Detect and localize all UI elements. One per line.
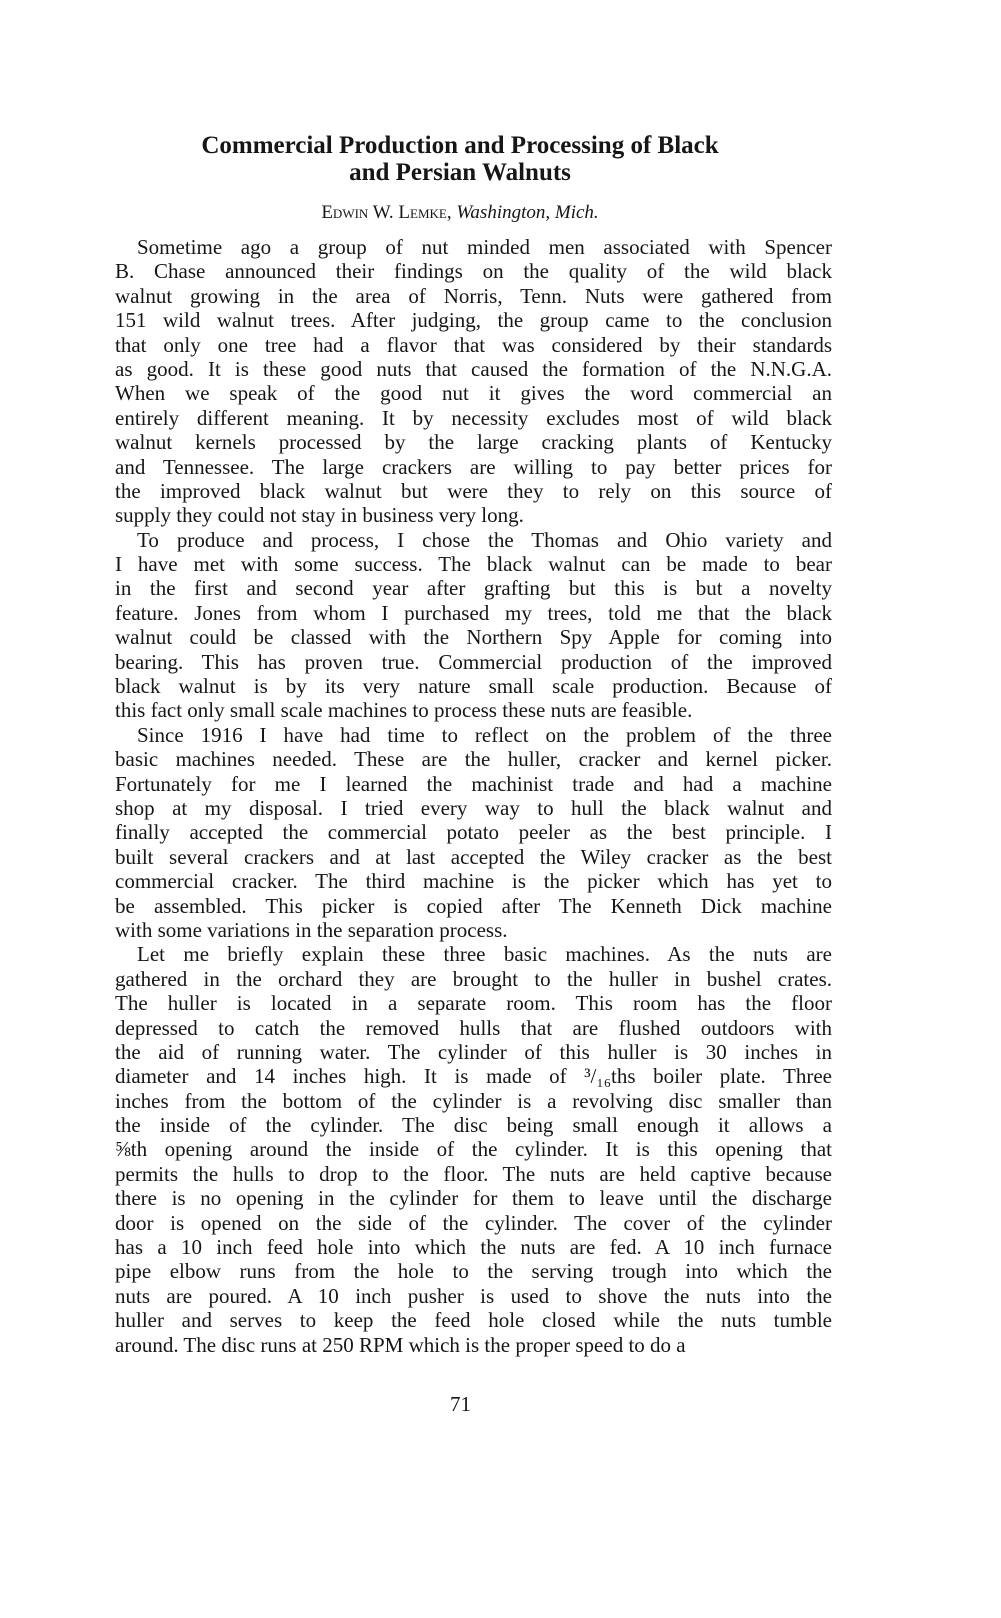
page-number: 71 — [450, 1392, 471, 1416]
article-body — [115, 235, 832, 1357]
text-line: around. The disc runs at 250 RPM which is the proper speed to do a — [115, 1332, 686, 1357]
author-name: Edwin W. Lemke, — [321, 202, 452, 223]
text-line: door is opened on the side of the cylinder. The cover of the cylinder — [115, 1210, 832, 1235]
text-line: depressed to catch the removed hulls that are flushed outdoors with — [115, 1015, 832, 1040]
text-line: as good. It is these good nuts that caused the formation of the N.N.G.A. — [115, 356, 832, 381]
text-line: walnut could be classed with the Northern Spy Apple for coming into — [115, 625, 832, 650]
text-line: walnut kernels processed by the large cracking plants of Kentucky — [115, 430, 832, 455]
text-line: I have met with some success. The black walnut can be made to bear — [115, 552, 832, 577]
paragraph — [115, 942, 832, 1357]
text-line: in the first and second year after grafting but this is but a novelty — [115, 576, 832, 601]
text-line: shop at my disposal. I tried every way to hull the black walnut and — [115, 795, 832, 820]
text-line: black walnut is by its very nature small scale production. Because of — [115, 674, 832, 699]
text-line: the aid of running water. The cylinder of this huller is 30 inches in — [115, 1039, 832, 1064]
text-line: be assembled. This picker is copied after The Kenneth Dick machine — [115, 893, 832, 918]
author-byline — [0, 202, 920, 224]
text-line: Since 1916 I have had time to reflect on the problem of the three — [137, 722, 832, 747]
paragraph — [115, 235, 832, 528]
text-line: commercial cracker. The third machine is the picker which has yet to — [115, 869, 832, 894]
text-line: pipe elbow runs from the hole to the serving trough into which the — [115, 1259, 832, 1284]
text-line: When we speak of the good nut it gives the word commercial an — [115, 381, 832, 406]
author-location: Washington, Mich. — [456, 202, 599, 223]
text-line: entirely different meaning. It by necessity excludes most of wild black — [115, 405, 832, 430]
text-line: B. Chase announced their findings on the quality of the wild black — [115, 259, 832, 284]
text-line: the inside of the cylinder. The disc being small enough it allows a — [115, 1113, 832, 1138]
text-line: there is no opening in the cylinder for them to leave until the discharge — [115, 1186, 832, 1211]
text-line: inches from the bottom of the cylinder is a revolving disc smaller than — [115, 1088, 832, 1113]
text-line: with some variations in the separation process. — [115, 917, 508, 942]
text-line: built several crackers and at last accepted the Wiley cracker as the best — [115, 844, 832, 869]
text-line: that only one tree had a flavor that was considered by their standards — [115, 332, 832, 357]
article-title-line-1: Commercial Production and Processing of Black — [201, 132, 719, 159]
text-line: and Tennessee. The large crackers are willing to pay better prices for — [115, 454, 832, 479]
text-line: this fact only small scale machines to process these nuts are feasible. — [115, 698, 693, 723]
text-line: finally accepted the commercial potato peeler as the best principle. I — [115, 820, 832, 845]
text-line: Let me briefly explain these three basic machines. As the nuts are — [137, 942, 832, 967]
text-line: supply they could not stay in business very long. — [115, 503, 524, 528]
text-line: Fortunately for me I learned the machinist trade and had a machine — [115, 771, 832, 796]
text-line: Sometime ago a group of nut minded men associated with Spencer — [137, 235, 832, 259]
text-line: feature. Jones from whom I purchased my trees, told me that the black — [115, 600, 832, 625]
text-line: nuts are poured. A 10 inch pusher is used to shove the nuts into the — [115, 1283, 832, 1308]
text-line: The huller is located in a separate room. This room has the floor — [115, 991, 832, 1016]
text-line: has a 10 inch feed hole into which the nuts are fed. A 10 inch furnace — [115, 1235, 832, 1260]
text-line: ⅝th opening around the inside of the cylinder. It is this opening that — [115, 1137, 832, 1162]
text-line: 151 wild walnut trees. After judging, the group came to the conclusion — [115, 308, 832, 333]
paragraph — [115, 723, 832, 943]
text-line: permits the hulls to drop to the floor. The nuts are held captive because — [115, 1161, 832, 1186]
article-title-line-2: and Persian Walnuts — [349, 159, 571, 186]
text-line: huller and serves to keep the feed hole closed while the nuts tumble — [115, 1308, 832, 1333]
text-line: gathered in the orchard they are brought to the huller in bushel crates. — [115, 966, 832, 991]
text-line: To produce and process, I chose the Thomas and Ohio variety and — [137, 527, 832, 552]
text-line: walnut growing in the area of Norris, Tenn. Nuts were gathered from — [115, 283, 832, 308]
text-line: the improved black walnut but were they to rely on this source of — [115, 478, 832, 503]
text-line: basic machines needed. These are the huller, cracker and kernel picker. — [115, 747, 832, 772]
text-line: diameter and 14 inches high. It is made of ³/₁₆ths boiler plate. Three — [115, 1064, 832, 1089]
text-line: bearing. This has proven true. Commercial production of the improved — [115, 649, 832, 674]
paragraph — [115, 528, 832, 723]
